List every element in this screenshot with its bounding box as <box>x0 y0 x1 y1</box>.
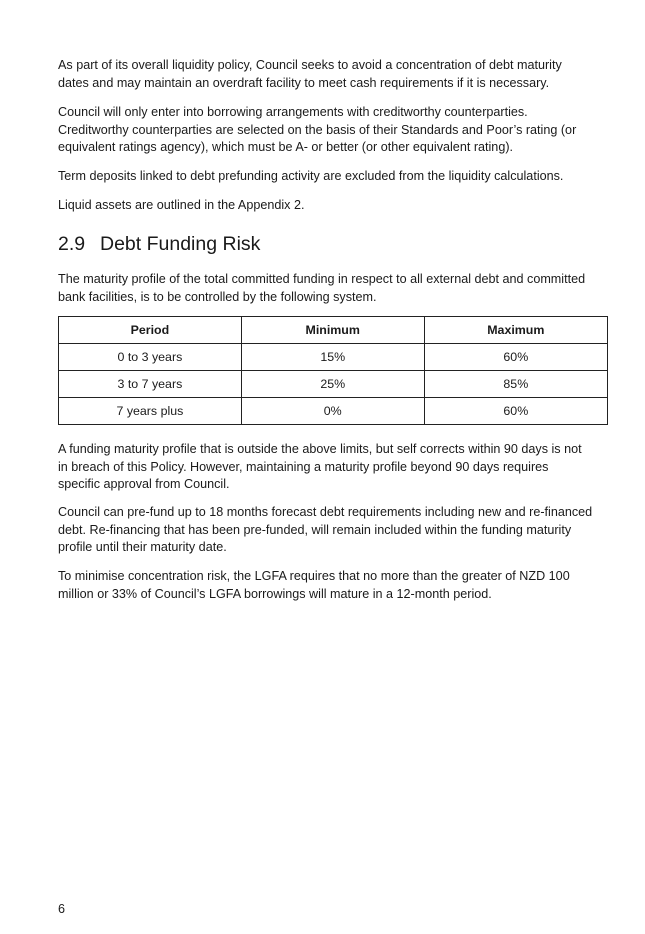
paragraph-liquidity-policy: As part of its overall liquidity policy, Council seeks to avoid a concentration of debt maturity dates and may maintain an overdraft facility to meet cash requirements if it is necessary. <box>58 58 562 90</box>
cell-maximum: 60% <box>424 344 607 371</box>
header-period: Period <box>59 317 242 344</box>
cell-maximum: 60% <box>424 398 607 425</box>
cell-maximum: 85% <box>424 371 607 398</box>
table-row <box>59 371 608 398</box>
header-maximum: Maximum <box>424 317 607 344</box>
paragraph-concentration-risk: To minimise concentration risk, the LGFA requires that no more than the greater of NZD 100 million or 33% of Council’s LGFA borrowings will mature in a 12-month period. <box>58 569 570 601</box>
cell-period: 3 to 7 years <box>59 371 242 398</box>
cell-minimum: 0% <box>241 398 424 425</box>
cell-period: 7 years plus <box>59 398 242 425</box>
section-title: Debt Funding Risk <box>100 233 261 255</box>
paragraph-prefunding: Council can pre-fund up to 18 months forecast debt requirements including new and re-financed debt. Re-financing that has been pre-funded, will remain included within the funding maturity profile until their maturity date. <box>58 505 593 554</box>
paragraph-funding-limits: A funding maturity profile that is outside the above limits, but self corrects within 90 days is not in breach of this Policy. However, maintaining a maturity profile beyond 90 days requires specific approval from Council. <box>58 442 582 491</box>
header-minimum: Minimum <box>241 317 424 344</box>
section-number: 2.9 <box>58 233 86 255</box>
table-row <box>59 344 608 371</box>
table-header-row <box>59 317 608 344</box>
paragraph-liquid-assets: Liquid assets are outlined in the Appendix 2. <box>58 198 305 212</box>
cell-minimum: 15% <box>241 344 424 371</box>
paragraph-maturity-profile: The maturity profile of the total committed funding in respect to all external debt and committed bank facilities, is to be controlled by the following system. <box>58 272 586 304</box>
page-number: 6 <box>58 902 66 916</box>
paragraph-counterparties: Council will only enter into borrowing arrangements with creditworthy counterparties. Creditworthy counterparties are selected on the basis of their Standards and Poor’s rating (or equivalent ratings agency), which must be A- or better (or other equivalent rating). <box>58 105 577 154</box>
maturity-table <box>58 316 608 425</box>
cell-period: 0 to 3 years <box>59 344 242 371</box>
section-heading <box>58 232 260 256</box>
table-row <box>59 398 608 425</box>
paragraph-term-deposits: Term deposits linked to debt prefunding activity are excluded from the liquidity calculations. <box>58 169 564 183</box>
cell-minimum: 25% <box>241 371 424 398</box>
